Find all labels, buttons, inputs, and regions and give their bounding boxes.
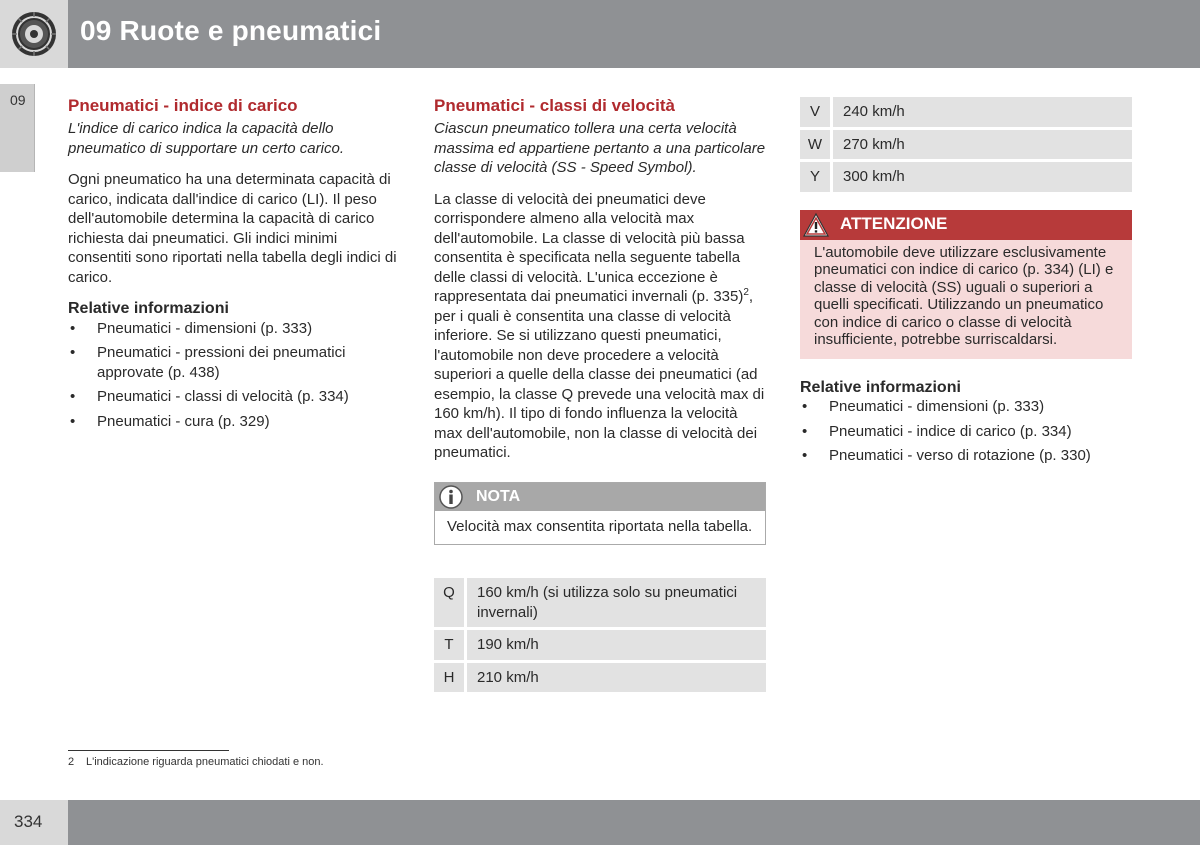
body-text: La classe di velocità dei pneumatici deve corrispondere almeno alla velocità max dell'automobile. La classe di velocità più bassa consentita è specificata nella seguente tabella delle classi di velocità. L'unica eccezione è rappresentata dai pneumatici invernali (p. 335) [434,190,745,305]
table-row [434,663,766,693]
section-title: Pneumatici - indice di carico [68,96,298,115]
table-row [434,578,766,627]
footnote-divider [68,750,229,751]
speed-class-code: T [434,630,467,660]
section-speed-class [434,96,766,695]
note-box [434,482,766,546]
warning-triangle-icon [802,211,830,239]
speed-class-value: 270 km/h [833,130,1132,160]
speed-class-code: H [434,663,467,693]
speed-class-value: 190 km/h [467,630,766,660]
footnote-ref[interactable]: 2 [743,287,749,298]
speed-class-table [800,94,1132,195]
page-number: 334 [14,812,43,831]
related-link[interactable]: • Pneumatici - indice di carico (p. 334) [800,422,1132,442]
table-row [800,97,1132,127]
chapter-title: 09 Ruote e pneumatici [80,15,382,46]
related-info-title: Relative informazioni [68,300,229,317]
footnote-number: 2 [68,756,75,768]
section-body [434,190,766,463]
table-row [800,162,1132,192]
related-link[interactable]: • Pneumatici - dimensioni (p. 333) [68,319,398,339]
chapter-side-tab-label: 09 [10,92,26,108]
speed-class-value: 210 km/h [467,663,766,693]
speed-class-code: Y [800,162,833,192]
body-text: , per i quali è consentita una classe di velocità inferiore. Se si utilizzano questi pneumatici, l'automobile non deve procedere a velocità superiori a quelle della classe dei pneumatici (ad esempio, la classe Q prevede una velocità max di 160 km/h). Il tipo di fondo influenza la velocità max dell'automobile, non la classe di velocità dei pneumatici. [434,288,765,461]
related-link[interactable]: • Pneumatici - verso di rotazione (p. 330) [800,446,1132,466]
related-link[interactable]: • Pneumatici - cura (p. 329) [68,412,398,432]
warning-label: ATTENZIONE [840,213,948,233]
note-text: Velocità max consentita riportata nella tabella. [447,517,753,535]
footnote [68,756,324,768]
page-footer [0,800,1200,845]
speed-class-code: V [800,97,833,127]
related-info-list [800,397,1132,466]
speed-class-value: 300 km/h [833,162,1132,192]
section-speed-class-continued [800,97,1132,471]
chapter-side-tab[interactable] [0,84,35,172]
related-link[interactable]: • Pneumatici - pressioni dei pneumatici approvate (p. 438) [68,343,398,382]
table-row [434,630,766,660]
page-number-box [0,800,68,845]
tire-icon [10,10,58,58]
footnote-text: L'indicazione riguarda pneumatici chiodati e non. [86,756,324,768]
section-body: Ogni pneumatico ha una determinata capacità di carico, indicata dall'indice di carico (LI). Il peso dell'automobile determina la capacità di carico richiesta dai pneumatici. Gli indici minimi consentiti sono riportati nella tabella degli indici di carico. [68,171,397,286]
chapter-icon-box [0,0,68,68]
warning-text: L'automobile deve utilizzare esclusivamente pneumatici con indice di carico (p. 334) (LI) e classe di velocità (SS) uguali o superiori a quelli specificati. Utilizzando un pneumatico con indice di carico o classe di velocità insufficiente, potrebbe surriscaldarsi. [800,240,1132,359]
speed-class-code: W [800,130,833,160]
section-intro: L'indice di carico indica la capacità dello pneumatico di supportare un certo carico. [68,120,344,157]
related-link[interactable]: • Pneumatici - classi di velocità (p. 334) [68,387,398,407]
warning-header [800,210,1132,240]
section-title: Pneumatici - classi di velocità [434,96,675,115]
section-load-index [68,96,398,436]
note-header [435,483,765,511]
speed-class-table [434,575,766,695]
speed-class-code: Q [434,578,467,627]
table-row [800,130,1132,160]
note-label: NOTA [476,487,521,505]
section-intro: Ciascun pneumatico tollera una certa velocità massima ed appartiene pertanto a una particolare classe di velocità (SS - Speed Symbol). [434,120,766,176]
chapter-header [0,0,1200,68]
related-link[interactable]: • Pneumatici - dimensioni (p. 333) [800,397,1132,417]
warning-box [800,210,1132,359]
speed-class-value: 240 km/h [833,97,1132,127]
info-icon [439,485,463,509]
related-info-list [68,319,398,432]
related-info-title: Relative informazioni [800,378,961,396]
speed-class-value: 160 km/h (si utilizza solo su pneumatici invernali) [467,578,766,627]
